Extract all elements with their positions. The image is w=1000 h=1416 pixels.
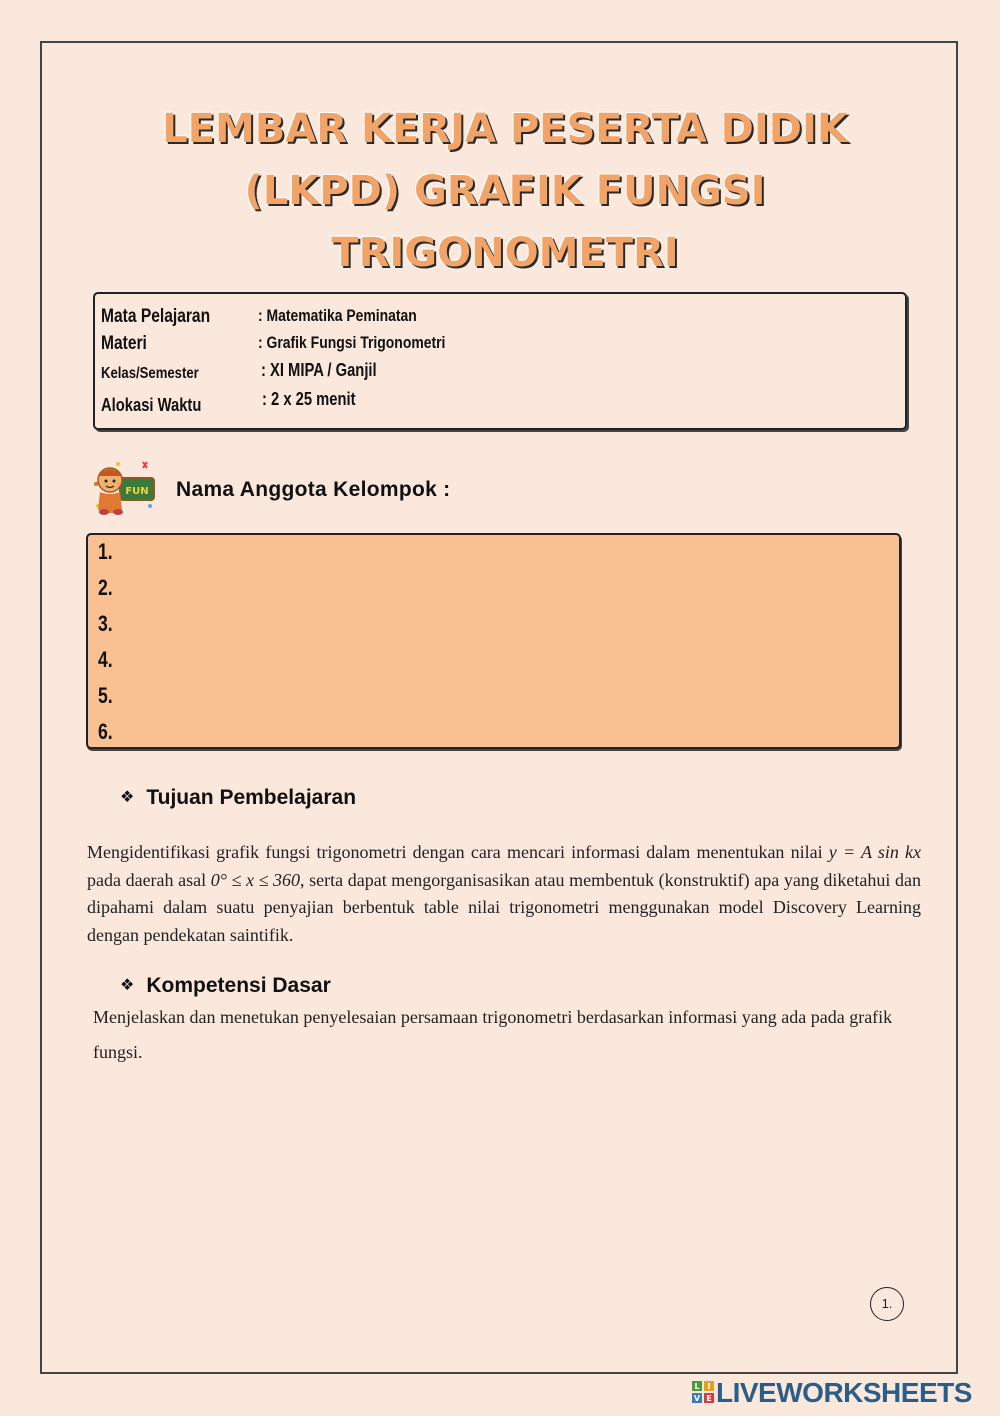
info-value: : 2 x 25 menit xyxy=(262,389,356,409)
info-label: Kelas/Semester xyxy=(101,365,199,382)
member-line[interactable]: 6. xyxy=(98,719,113,744)
member-line[interactable]: 5. xyxy=(98,683,113,708)
svg-text:E: E xyxy=(706,1394,712,1403)
liveworksheets-brand: LIVEWORKSHEETS xyxy=(716,1377,972,1408)
fun-boy-chalkboard-icon xyxy=(88,454,158,520)
member-line[interactable]: 3. xyxy=(98,611,113,636)
fun-chalkboard-label: FUN xyxy=(125,486,149,497)
kompetensi-heading-text: Kompetensi Dasar xyxy=(146,974,331,997)
diamond-bullet-icon: ❖ xyxy=(120,789,135,806)
diamond-bullet-icon: ❖ xyxy=(120,977,135,994)
info-label: Materi xyxy=(101,333,147,354)
tujuan-paragraph xyxy=(87,839,921,949)
info-value: : Grafik Fungsi Trigonometri xyxy=(258,333,446,352)
svg-text:L: L xyxy=(694,1382,700,1391)
liveworksheets-grid-icon xyxy=(692,1381,714,1403)
group-members-heading: Nama Anggota Kelompok : xyxy=(176,478,451,501)
title-line-1: LEMBAR KERJA PESERTA DIDIK xyxy=(162,106,848,152)
member-line[interactable]: 2. xyxy=(98,575,113,600)
group-members-box xyxy=(86,533,901,749)
info-label: Alokasi Waktu xyxy=(101,395,202,415)
page-number: 1. xyxy=(870,1287,904,1321)
tujuan-heading-text: Tujuan Pembelajaran xyxy=(146,786,357,809)
subject-info-box xyxy=(93,292,907,430)
title-line-2: (LKPD) GRAFIK FUNGSI xyxy=(244,168,766,214)
tujuan-text-c: , serta dapat mengorganisasikan atau membentuk (konstruktif) apa yang diketahui dan dipahami dalam suatu penyajian berbentuk table nilai trigonometri menggunakan model Discovery Learning dengan pendekatan saintifik. xyxy=(87,869,921,945)
info-value: : Matematika Peminatan xyxy=(258,306,417,325)
tujuan-text-b: pada daerah asal xyxy=(87,869,211,890)
title-line-3: TRIGONOMETRI xyxy=(331,230,679,276)
kompetensi-paragraph: Menjelaskan dan menetukan penyelesaian persamaan trigonometri berdasarkan informasi yang ada pada grafik fungsi. xyxy=(93,1007,893,1062)
info-value: : XI MIPA / Ganjil xyxy=(261,360,377,380)
svg-text:V: V xyxy=(693,1394,701,1403)
page-title xyxy=(100,98,910,284)
info-label: Mata Pelajaran xyxy=(101,306,211,327)
tujuan-text-a: Mengidentifikasi grafik fungsi trigonometri dengan cara mencari informasi dalam menentukan nilai xyxy=(87,842,829,862)
tujuan-heading xyxy=(120,786,356,810)
svg-text:I: I xyxy=(707,1382,711,1391)
formula-y-asinkx: y = A sin kx xyxy=(828,842,921,862)
member-line[interactable]: 1. xyxy=(98,539,113,564)
kompetensi-heading xyxy=(120,974,331,998)
member-line[interactable]: 4. xyxy=(98,647,113,672)
formula-domain: 0° ≤ x ≤ 360 xyxy=(210,869,301,890)
